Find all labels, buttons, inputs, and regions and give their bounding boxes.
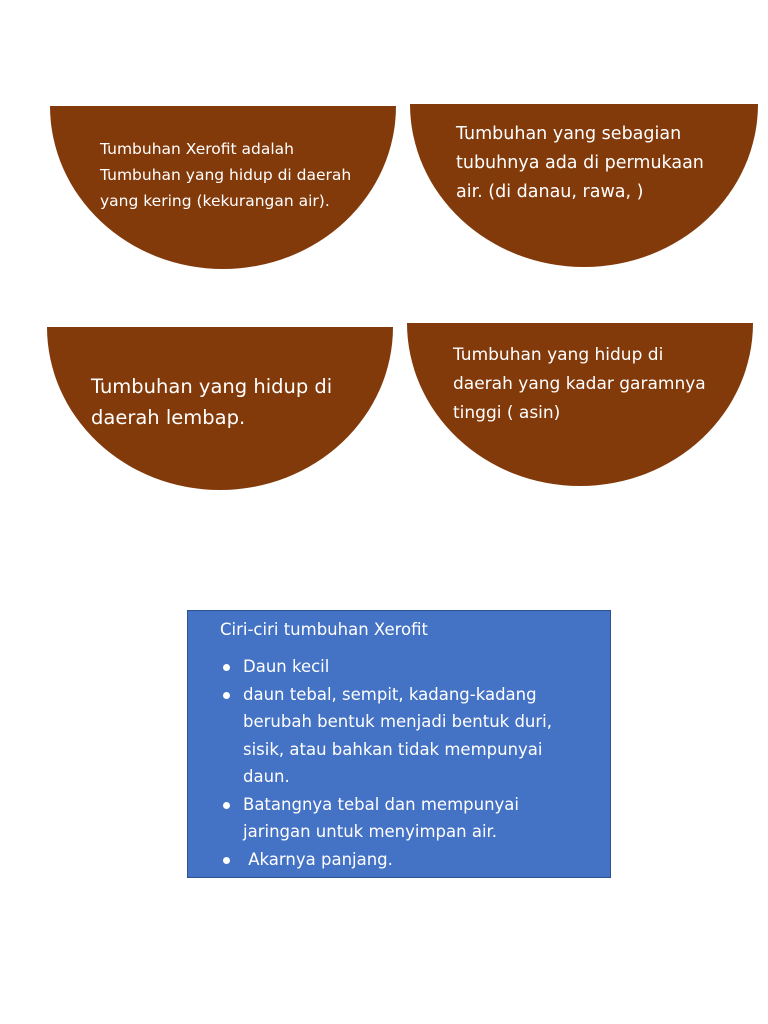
box-title: Ciri-ciri tumbuhan Xerofit [220,620,428,639]
semicircle-text-line: Tumbuhan yang hidup di [91,375,333,398]
semicircle-text-line: Tumbuhan Xerofit adalah [100,140,294,158]
semicircle-water-surface [410,104,758,267]
list-item-line: sisik, atau bahkan tidak mempunyai [243,739,543,759]
semicircle-salty-area [407,323,753,486]
semicircle-text-line: Tumbuhan yang hidup di daerah [100,166,352,184]
characteristics-list [220,653,594,873]
list-item-line: Daun kecil [243,657,330,676]
semicircle-humid-area [47,327,393,490]
bullet-icon [223,664,230,671]
semicircle-text-line: yang kering (kekurangan air). [100,192,330,210]
semicircle-text-line: air. (di danau, rawa, ) [456,182,644,202]
semicircle-text-line: daerah lembap. [91,406,246,429]
list-item-line: jaringan untuk menyimpan air. [243,822,498,841]
list-item-line: berubah bentuk menjadi bentuk duri, [243,712,552,731]
list-item [220,681,594,791]
semicircle-text-line: Tumbuhan yang hidup di [453,345,664,365]
list-item [220,846,594,874]
semicircle-xerofit-definition [50,106,396,269]
bullet-icon [223,692,230,699]
semicircle-text-line: daerah yang kadar garamnya [453,374,706,394]
semicircle-text-line: tubuhnya ada di permukaan [456,153,704,173]
semicircle-text-line: tinggi ( asin) [453,403,561,423]
list-item-line: daun. [243,767,290,786]
xerofit-characteristics-box [187,610,611,878]
list-item-line: Akarnya panjang. [243,849,393,869]
bullet-icon [223,802,230,809]
semicircle-text-line: Tumbuhan yang sebagian [456,124,682,144]
bullet-icon [223,857,230,864]
list-item [220,791,594,846]
list-item-line: daun tebal, sempit, kadang-kadang [243,684,537,704]
list-item [220,653,594,681]
list-item-line: Batangnya tebal dan mempunyai [243,794,519,814]
